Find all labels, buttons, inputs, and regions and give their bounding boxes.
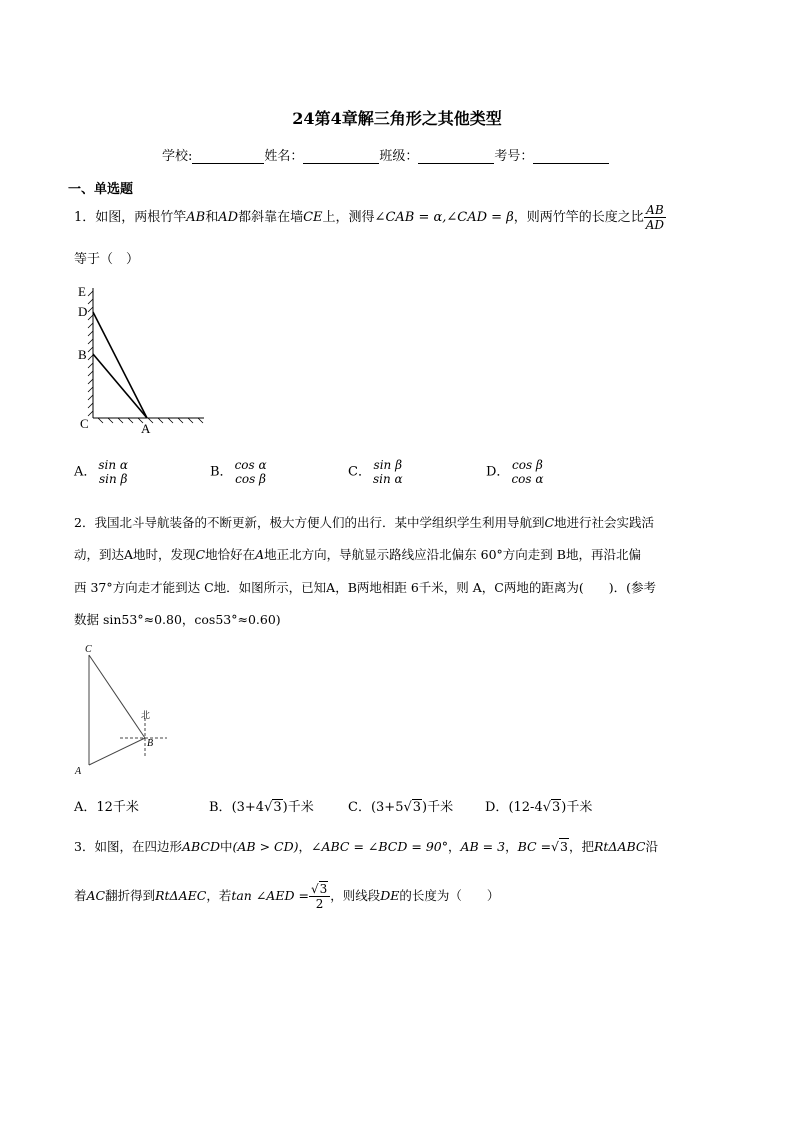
option-radicand: 3 bbox=[412, 800, 422, 815]
q3-cond-3: AB = 3 bbox=[460, 839, 506, 854]
q3-text-d: 沿 bbox=[645, 839, 658, 854]
q2-text-end: 地进行社会实践活 bbox=[554, 515, 655, 530]
option-den: cos α bbox=[511, 472, 544, 486]
option-unit: )千米 bbox=[561, 800, 593, 815]
q2-label-north: 北 bbox=[141, 711, 151, 721]
q1-figure bbox=[74, 282, 214, 434]
question-2-line-3: 西 37°方向走才能到达 C地．如图所示，已知A，B两地相距 6千米，则 A，C两地的距离为( )．(参考 bbox=[74, 580, 657, 595]
option-den: sin α bbox=[372, 472, 403, 486]
q2-c: C bbox=[544, 515, 555, 530]
q1-condition: ∠CAB = α,∠CAD = β bbox=[374, 210, 514, 225]
option-letter: C． bbox=[348, 464, 371, 480]
school-blank bbox=[192, 149, 264, 164]
q3-radicand: 3 bbox=[560, 839, 568, 854]
option-num: cos β bbox=[512, 458, 543, 472]
option-text: 12千米 bbox=[96, 800, 139, 815]
class-blank bbox=[418, 149, 494, 164]
q3-tan-fraction bbox=[309, 882, 330, 911]
q1-frac-num: AB bbox=[644, 203, 666, 218]
option-fraction bbox=[509, 458, 545, 486]
q1-ratio-fraction bbox=[644, 203, 666, 232]
q3-rt1: RtΔABC bbox=[593, 839, 646, 854]
option-radicand: 3 bbox=[552, 800, 561, 815]
sqrt-sign: √ bbox=[551, 839, 560, 854]
q3-tan-den: 2 bbox=[315, 897, 324, 911]
sqrt-sign: √ bbox=[264, 800, 273, 815]
q3-rt2: RtΔAEC bbox=[155, 888, 207, 903]
q1-label-c: C bbox=[80, 416, 89, 431]
student-info-line bbox=[162, 145, 609, 164]
sqrt-sign: √ bbox=[542, 800, 552, 815]
class-label: 班级： bbox=[379, 149, 419, 164]
option-fraction bbox=[371, 458, 405, 486]
q1-label-e: E bbox=[78, 284, 86, 299]
number-blank bbox=[533, 149, 609, 164]
q2-label-b: B bbox=[147, 738, 154, 749]
question-2-line-4: 数据 sin53°≈0.80，cos53°≈0.60) bbox=[74, 612, 281, 627]
q3-text-b: 翻折得到 bbox=[105, 888, 156, 903]
q3-tan-radicand: 3 bbox=[319, 882, 328, 896]
name-label: 姓名： bbox=[264, 149, 304, 164]
q1-ce: CE bbox=[303, 210, 323, 225]
option-letter: D． bbox=[486, 464, 510, 480]
q3-text: 如图，在四边形 bbox=[94, 839, 182, 854]
q3-text-c: ，若 bbox=[206, 888, 232, 903]
q1-text: 如图，两根竹竿 bbox=[95, 210, 187, 225]
q1-option-a[interactable] bbox=[74, 458, 130, 486]
q3-tan: tan ∠AED = bbox=[231, 888, 309, 903]
option-fraction bbox=[96, 458, 130, 486]
q1-and: 和 bbox=[205, 210, 219, 225]
comma: ， bbox=[447, 839, 461, 854]
question-number: 1． bbox=[74, 210, 96, 225]
q3-abcd: ABCD bbox=[181, 839, 220, 854]
name-blank bbox=[303, 149, 379, 164]
q3-tan-num: √3 bbox=[309, 882, 330, 897]
number-label: 考号： bbox=[494, 149, 534, 164]
q3-text-b: 中 bbox=[220, 839, 233, 854]
q1-label-d: D bbox=[78, 304, 88, 319]
q3-text: 着 bbox=[74, 888, 87, 903]
q3-text-d: ，则线段 bbox=[330, 888, 381, 903]
q2-c: C bbox=[195, 547, 206, 562]
option-letter: A． bbox=[74, 800, 97, 815]
page-title: 24第4章解三角形之其他类型 bbox=[292, 109, 502, 128]
q3-de: DE bbox=[380, 888, 400, 903]
option-num: cos α bbox=[234, 458, 267, 472]
question-3-line-2 bbox=[74, 882, 499, 911]
option-text: (3+4 bbox=[231, 800, 265, 815]
q1-label-a: A bbox=[141, 421, 151, 434]
question-1-line-2: 等于（ ） bbox=[74, 252, 140, 267]
option-letter: A． bbox=[74, 464, 97, 480]
option-letter: B． bbox=[209, 800, 232, 815]
option-letter: D． bbox=[485, 800, 509, 815]
q3-cond-2: ∠ABC = ∠BCD = 90° bbox=[311, 839, 448, 854]
option-num: sin β bbox=[373, 458, 403, 472]
q3-cond-1: (AB > CD) bbox=[232, 839, 299, 854]
comma: ， bbox=[505, 839, 518, 854]
option-unit: )千米 bbox=[422, 800, 454, 815]
q2-figure bbox=[72, 640, 172, 780]
q2-text-end: 地正北方向，导航显示路线应沿北偏东 60°方向走到 B地，再沿北偏 bbox=[264, 547, 641, 562]
q1-option-d[interactable] bbox=[486, 458, 545, 486]
option-letter: C． bbox=[348, 800, 371, 815]
question-number: 3． bbox=[74, 839, 95, 854]
q1-label-b: B bbox=[78, 347, 87, 362]
q3-text-c: ，把 bbox=[568, 839, 594, 854]
q2-text: 我国北斗导航装备的不断更新，极大方便人们的出行．某中学组织学生利用导航到 bbox=[94, 515, 545, 530]
q2-option-d[interactable] bbox=[485, 796, 592, 815]
q3-ac: AC bbox=[86, 888, 106, 903]
q2-label-a: A bbox=[75, 766, 82, 777]
option-fraction bbox=[233, 458, 269, 486]
q2-option-b[interactable] bbox=[209, 796, 314, 815]
q2-text: 动，到达A地时，发现 bbox=[74, 547, 196, 562]
question-3-line-1 bbox=[74, 838, 658, 856]
q1-option-c[interactable] bbox=[348, 458, 405, 486]
option-letter: B． bbox=[210, 464, 233, 480]
q1-ad: AD bbox=[218, 210, 239, 225]
q2-option-c[interactable] bbox=[348, 796, 453, 815]
sqrt-sign: √ bbox=[403, 800, 412, 815]
option-text: (12-4 bbox=[508, 800, 543, 815]
q1-text-c: 上，测得 bbox=[322, 210, 375, 225]
section-heading: 一、单选题 bbox=[68, 182, 134, 197]
q3-cond-4: BC = bbox=[517, 839, 552, 854]
option-unit: )千米 bbox=[282, 800, 314, 815]
q3-text-e: 的长度为（ ） bbox=[399, 888, 500, 903]
comma: ， bbox=[298, 839, 312, 854]
option-text: (3+5 bbox=[370, 800, 404, 815]
option-den: sin β bbox=[98, 472, 128, 486]
school-label: 学校: bbox=[162, 149, 193, 164]
q1-frac-den: AD bbox=[645, 218, 665, 232]
q2-option-a[interactable] bbox=[74, 796, 139, 815]
option-num: sin α bbox=[98, 458, 129, 472]
q1-ab: AB bbox=[186, 210, 206, 225]
q1-text-d: ，则两竹竿的长度之比 bbox=[513, 210, 644, 225]
q1-option-b[interactable] bbox=[210, 458, 269, 486]
q2-a: A bbox=[255, 547, 265, 562]
option-den: cos β bbox=[235, 472, 266, 486]
question-1-line-1 bbox=[74, 203, 666, 232]
question-2-line-1 bbox=[74, 514, 654, 532]
question-number: 2． bbox=[74, 515, 95, 530]
q1-text-b: 都斜靠在墙 bbox=[238, 210, 304, 225]
question-2-line-2 bbox=[74, 546, 641, 564]
q2-label-c: C bbox=[85, 644, 92, 655]
q2-text-b: 地恰好在 bbox=[205, 547, 256, 562]
option-radicand: 3 bbox=[273, 800, 282, 815]
